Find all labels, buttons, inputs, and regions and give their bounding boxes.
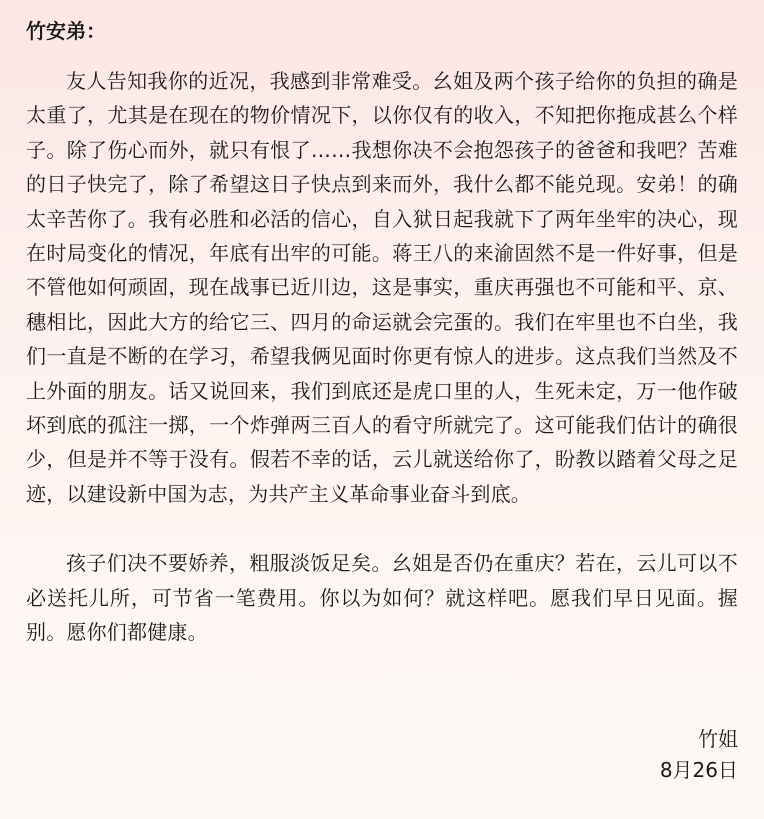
letter-date: 8月26日 (659, 758, 738, 782)
salutation: 竹安弟： (26, 19, 106, 43)
letter-paragraph-1: 友人告知我你的近况，我感到非常难受。幺姐及两个孩子给你的负担的确是太重了，尤其是在现在的物价情况下，以你仅有的收入，不知把你拖成甚么个样子。除了伤心而外，就只有恨了……我想你决不会抱怨孩子的爸爸和我吧？苦难的日子快完了，除了希望这日子快点到来而外，我什么都不能兑现。安弟！的确太辛苦你了。我有必胜和必活的信心，自入狱日起我就下了两年坐牢的决心，现在时局变化的情况，年底有出牢的可能。蒋王八的来渝固然不是一件好事，但是不管他如何顽固，现在战事已近川边，这是事实，重庆再强也不可能和平、京、穗相比，因此大方的给它三、四月的命运就会完蛋的。我们在牢里也不白坐，我们一直是不断的在学习，希望我俩见面时你更有惊人的进步。这点我们当然及不上外面的朋友。话又说回来，我们到底还是虎口里的人，生死未定，万一他作破坏到底的孤注一掷，一个炸弹两三百人的看守所就完了。这可能我们估计的确很少，但是并不等于没有。假若不幸的话，云儿就送给你了，盼教以踏着父母之足迹，以建设新中国为志，为共产主义革命事业奋斗到底。 (26, 69, 738, 506)
signature-name: 竹姐 (698, 727, 738, 751)
signature-block (660, 724, 738, 786)
letter-paragraph-2: 孩子们决不要娇养，粗服淡饭足矣。幺姐是否仍在重庆？若在，云儿可以不必送托儿所，可节省一笔费用。你以为如何？就这样吧。愿我们早日见面。握别。愿你们都健康。 (26, 551, 738, 645)
